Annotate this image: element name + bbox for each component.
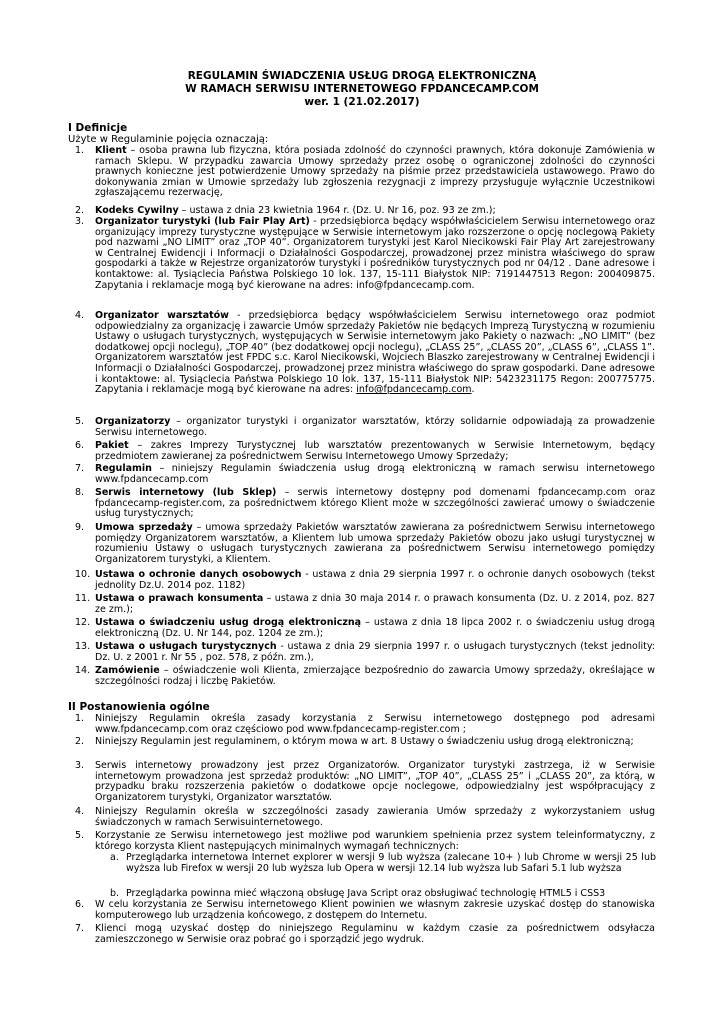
definition-item	[75, 440, 655, 462]
definition-item	[75, 487, 655, 520]
definition-term: Ustawa o ochronie danych osobowych	[95, 569, 302, 580]
section-1-intro: Użyte w Regulaminie pojęcia oznaczają:	[68, 134, 269, 145]
definition-item	[75, 665, 655, 687]
definition-item	[75, 522, 655, 565]
definition-item	[75, 463, 655, 485]
requirement-text: Przeglądarka powinna mieć włączoną obsługę Java Script oraz obsługiwać technologię HTML5 i CSS3	[126, 888, 606, 899]
item-number: 6.	[75, 440, 85, 451]
item-number: 7.	[75, 463, 85, 474]
item-number: 11.	[75, 593, 91, 604]
item-number: 7.	[75, 923, 85, 934]
provision-item	[75, 923, 655, 945]
item-number: 4.	[75, 806, 85, 817]
title-line-2: W RAMACH SERWISU INTERNETOWEGO FPDANCECAMP.COM	[185, 83, 539, 95]
provision-text: Niniejszy Regulamin określa w szczególności zasady zawierania Umów sprzedaży z wykorzystaniem usług świadczonych w ramach Serwisuinternetowego.	[95, 806, 655, 828]
definition-text: – organizator turystyki i organizator warsztatów, którzy solidarnie odpowiadają za prowadzenie Serwisu internetowego.	[95, 416, 655, 438]
definition-item	[75, 641, 655, 663]
provision-item	[75, 806, 655, 828]
definition-text: - przedsiębiorca będący współwłaścicielem Serwisu internetowego oraz podmiot odpowiedzialny za organizację i zawarcie Umów sprzedaży Pakietów nie będących Imprezą Turystyczną w rozumieniu Ustawy o usługach turystycznych, występujących w Serwisie internetowym jako Pakiety o nazwach: „NO LIMIT” (bez dodatkowej opcji noclegu), „TOP 40” (bez dodatkowej opcji noclegu), „CLASS 25”, „CLASS 20”, „CLASS 6”, „CLASS 1”. Organizatorem warsztatów jest FPDC s.c. Karol Niecikowski, Wojciech Blaszko zarejestrowany w Centralnej Ewidencji i Informacji o Działalności Gospodarczej, prowadzonej przez ministra właściwego do spraw gospodarki. Dane adresowe i kontaktowe: al. Tysiąclecia Państwa Polskiego 10 lok. 137, 15-111 Białystok NIP: 5423231175 Regon: 200775775. Zapytania i reklamacje mogą być kierowane na adres:	[95, 310, 656, 396]
item-number: 1.	[75, 713, 85, 724]
definition-term: Zamówienie	[95, 665, 160, 676]
item-number: 1.	[75, 145, 85, 156]
title-line-1: REGULAMIN ŚWIADCZENIA USŁUG DROGĄ ELEKTRONICZNĄ	[187, 70, 537, 82]
definition-text-tail: .	[471, 384, 475, 396]
provision-text: Klienci mogą uzyskać dostęp do niniejszego Regulaminu w każdym czasie za pośrednictwem odsyłacza zamieszczonego w Serwisie oraz pobrać go i sporządzić jego wydruk.	[95, 923, 655, 945]
definition-term: Organizatorzy	[95, 416, 171, 427]
section-1-heading: I Definicje	[68, 122, 128, 134]
email-link[interactable]: info@fpdancecamp.com	[356, 384, 472, 396]
provision-text: Korzystanie ze Serwisu internetowego jest możliwe pod warunkiem spełnienia przez system teleinformatyczny, z którego korzysta Klient następujących minimalnych wymagań technicznych:	[95, 830, 655, 852]
definition-text: – zakres Imprezy Turystycznej lub warsztatów prezentowanych w Serwisie Internetowym, będący przedmiotem zawieranej za pośrednictwem Serwisu Internetowego Umowy Sprzedaży;	[95, 440, 655, 462]
provision-item	[75, 899, 655, 921]
definition-term: Pakiet	[95, 440, 129, 451]
item-number: 8.	[75, 487, 85, 498]
item-number: 3.	[75, 760, 85, 771]
item-number: 12.	[75, 617, 91, 628]
definition-term: Kodeks Cywilny	[95, 205, 179, 216]
requirement-subitem	[110, 852, 656, 874]
item-number: 5.	[75, 416, 85, 427]
definition-term: Organizator warsztatów	[95, 310, 229, 321]
title-version: wer. 1 (21.02.2017)	[304, 96, 420, 108]
provision-text: Niniejszy Regulamin określa zasady korzystania z Serwisu internetowego dostępnego pod adresami www.fpdancecamp.com oraz częściowo pod www.fpdancecamp-register.com ;	[95, 713, 655, 735]
definition-term: Serwis internetowy (lub Sklep)	[95, 487, 277, 498]
definition-term: Umowa sprzedaży	[95, 522, 193, 533]
item-number: 14.	[75, 665, 91, 676]
requirement-text: Przeglądarka internetowa Internet explorer w wersji 9 lub wyższa (zalecane 10+ ) lub Chrome w wersji 25 lub wyższa lub Firefox w wersji 20 lub wyższa lub Opera w wersji 12.14 lub wyższa lub Safari 5.1 lub wyższa	[126, 852, 656, 874]
item-number: 5.	[75, 830, 85, 841]
definition-item	[75, 205, 655, 217]
provision-item	[75, 713, 655, 735]
item-number: 13.	[75, 641, 91, 652]
definition-item	[75, 145, 655, 199]
provision-item	[75, 760, 655, 803]
provision-item	[75, 736, 655, 748]
item-number: 3.	[75, 216, 85, 227]
definition-term: Ustawa o usługach turystycznych	[95, 641, 277, 652]
definition-term: Klient	[95, 145, 127, 156]
definition-term: Ustawa o prawach konsumenta	[95, 593, 264, 604]
item-number: 2.	[75, 736, 85, 747]
definition-text: - przedsiębiorca będący współwłaścicielem Serwisu internetowego oraz organizujący imprezy turystyczne występujące w Serwisie internetowym jako rozszerzone o opcję noclegową Pakiety pod nazwami „NO LIMIT” oraz „TOP 40”. Organizatorem turystyki jest Karol Niecikowski Fair Play Art zarejestrowany w Centralnej Ewidencji i Informacji o Działalności Gospodarczej, prowadzonej przez ministra właściwego do spraw gospodarki a także w Rejestrze organizatorów turystyki i pośredników turystycznych pod nr 04/12 . Dane adresowe i kontaktowe: al. Tysiąclecia Państwa Polskiego 10 lok. 137, 15-111 Białystok NIP: 7191447513 Regon: 200409875. Zapytania i reklamacje mogą być kierowane na adres: info@fpdancecamp.com.	[95, 216, 656, 291]
definition-text: – oświadczenie woli Klienta, zmierzające bezpośrednio do zawarcia Umowy sprzedaży, określające w szczególności rodzaj i liczbę Pakietów.	[95, 665, 655, 687]
item-number: 10.	[75, 569, 91, 580]
item-number: 2.	[75, 205, 85, 216]
definition-item	[75, 569, 655, 591]
definition-term: Regulamin	[95, 463, 152, 474]
definition-text: – ustawa z dnia 23 kwietnia 1964 r. (Dz. U. Nr 16, poz. 93 ze zm.);	[178, 205, 496, 216]
definition-text: – ustawa z dnia 18 lipca 2002 r. o świadczeniu usług drogą elektroniczną (Dz. U. Nr 144, poz. 1204 ze zm.);	[95, 617, 656, 639]
definition-text: – osoba prawna lub fizyczna, która posiada zdolność do czynności prawnych, która dokonuje Zamówienia w ramach Sklepu. W przypadku zawarcia Umowy sprzedaży przez osobę o ograniczonej zdolności do czynności prawnych konieczne jest potwierdzenie Umowy sprzedaży na piśmie przez przedstawiciela ustawowego. Prawo do dokonywania zmian w Umowie sprzedaży lub zgłoszenia rezygnacji z imprezy przysługuje wyłącznie Uczestnikowi zgłaszającemu rezerwację,	[95, 145, 655, 199]
definition-item	[75, 310, 656, 396]
item-number: 6.	[75, 899, 85, 910]
definition-text: – umowa sprzedaży Pakietów warsztatów zawierana za pośrednictwem Serwisu internetowego pomiędzy Organizatorem warsztatów, a Klientem lub umowa sprzedaży Pakietów obozu jako usługi turystycznej w rozumieniu Ustawy o usługach turystycznych zawierana za pośrednictwem Serwisu internetowego pomiędzy Organizatorem turystyki, a Klientem.	[95, 522, 655, 565]
definition-text: - ustawa z dnia 29 sierpnia 1997 r. o ochronie danych osobowych (tekst jednolity Dz.U. 2014 poz. 1182)	[95, 569, 655, 591]
definition-item	[75, 593, 655, 615]
provision-text: W celu korzystania ze Serwisu internetowego Klient powinien we własnym zakresie uzyskać dostęp do stanowiska komputerowego lub urządzenia końcowego, z dostępem do Internetu.	[95, 899, 655, 921]
item-number: 4.	[75, 310, 85, 321]
definition-item	[75, 617, 656, 639]
definition-text: - ustawa z dnia 29 sierpnia 1997 r. o usługach turystycznych (tekst jednolity: Dz. U. z 2001 r. Nr 55 , poz. 578, z późn. zm.),	[95, 641, 655, 663]
definition-term: Organizator turystyki (lub Fair Play Art)	[95, 216, 310, 227]
definition-item	[75, 416, 655, 438]
provision-text: Serwis internetowy prowadzony jest przez Organizatorów. Organizator turystyki zastrzega, iż w Serwisie internetowym prowadzona jest sprzedaż produktów: „NO LIMIT”, „TOP 40”, „CLASS 25” i „CLASS 20”, za którą, w przypadku braku rozszerzenia pakietów o dodatkowe opcje noclegowe, odpowiedzialny jest współpracujący z Organizatorem turystyki, Organizator warsztatów.	[95, 760, 655, 803]
item-number: 9.	[75, 522, 85, 533]
provision-text: Niniejszy Regulamin jest regulaminem, o którym mowa w art. 8 Ustawy o świadczeniu usług drogą elektroniczną;	[95, 736, 634, 747]
definition-text: – serwis internetowy dostępny pod domenami fpdancecamp.com oraz fpdancecamp-register.com, za pośrednictwem którego Klient może w szczególności zawierać umowy o świadczenie usług turystycznych;	[95, 487, 655, 520]
definition-text: – niniejszy Regulamin świadczenia usług drogą elektroniczną w ramach serwisu internetowego www.fpdancecamp.com	[95, 463, 655, 485]
subitem-letter: b.	[110, 888, 120, 899]
subitem-letter: a.	[110, 852, 119, 863]
definition-text: – ustawa z dnia 30 maja 2014 r. o prawach konsumenta (Dz. U. z 2014, poz. 827 ze zm.);	[95, 593, 655, 615]
definition-item	[75, 216, 656, 291]
provision-item	[75, 830, 655, 852]
definition-term: Ustawa o świadczeniu usług drogą elektroniczną	[95, 617, 362, 628]
section-2-heading: II Postanowienia ogólne	[68, 701, 210, 713]
requirement-subitem	[110, 888, 656, 900]
